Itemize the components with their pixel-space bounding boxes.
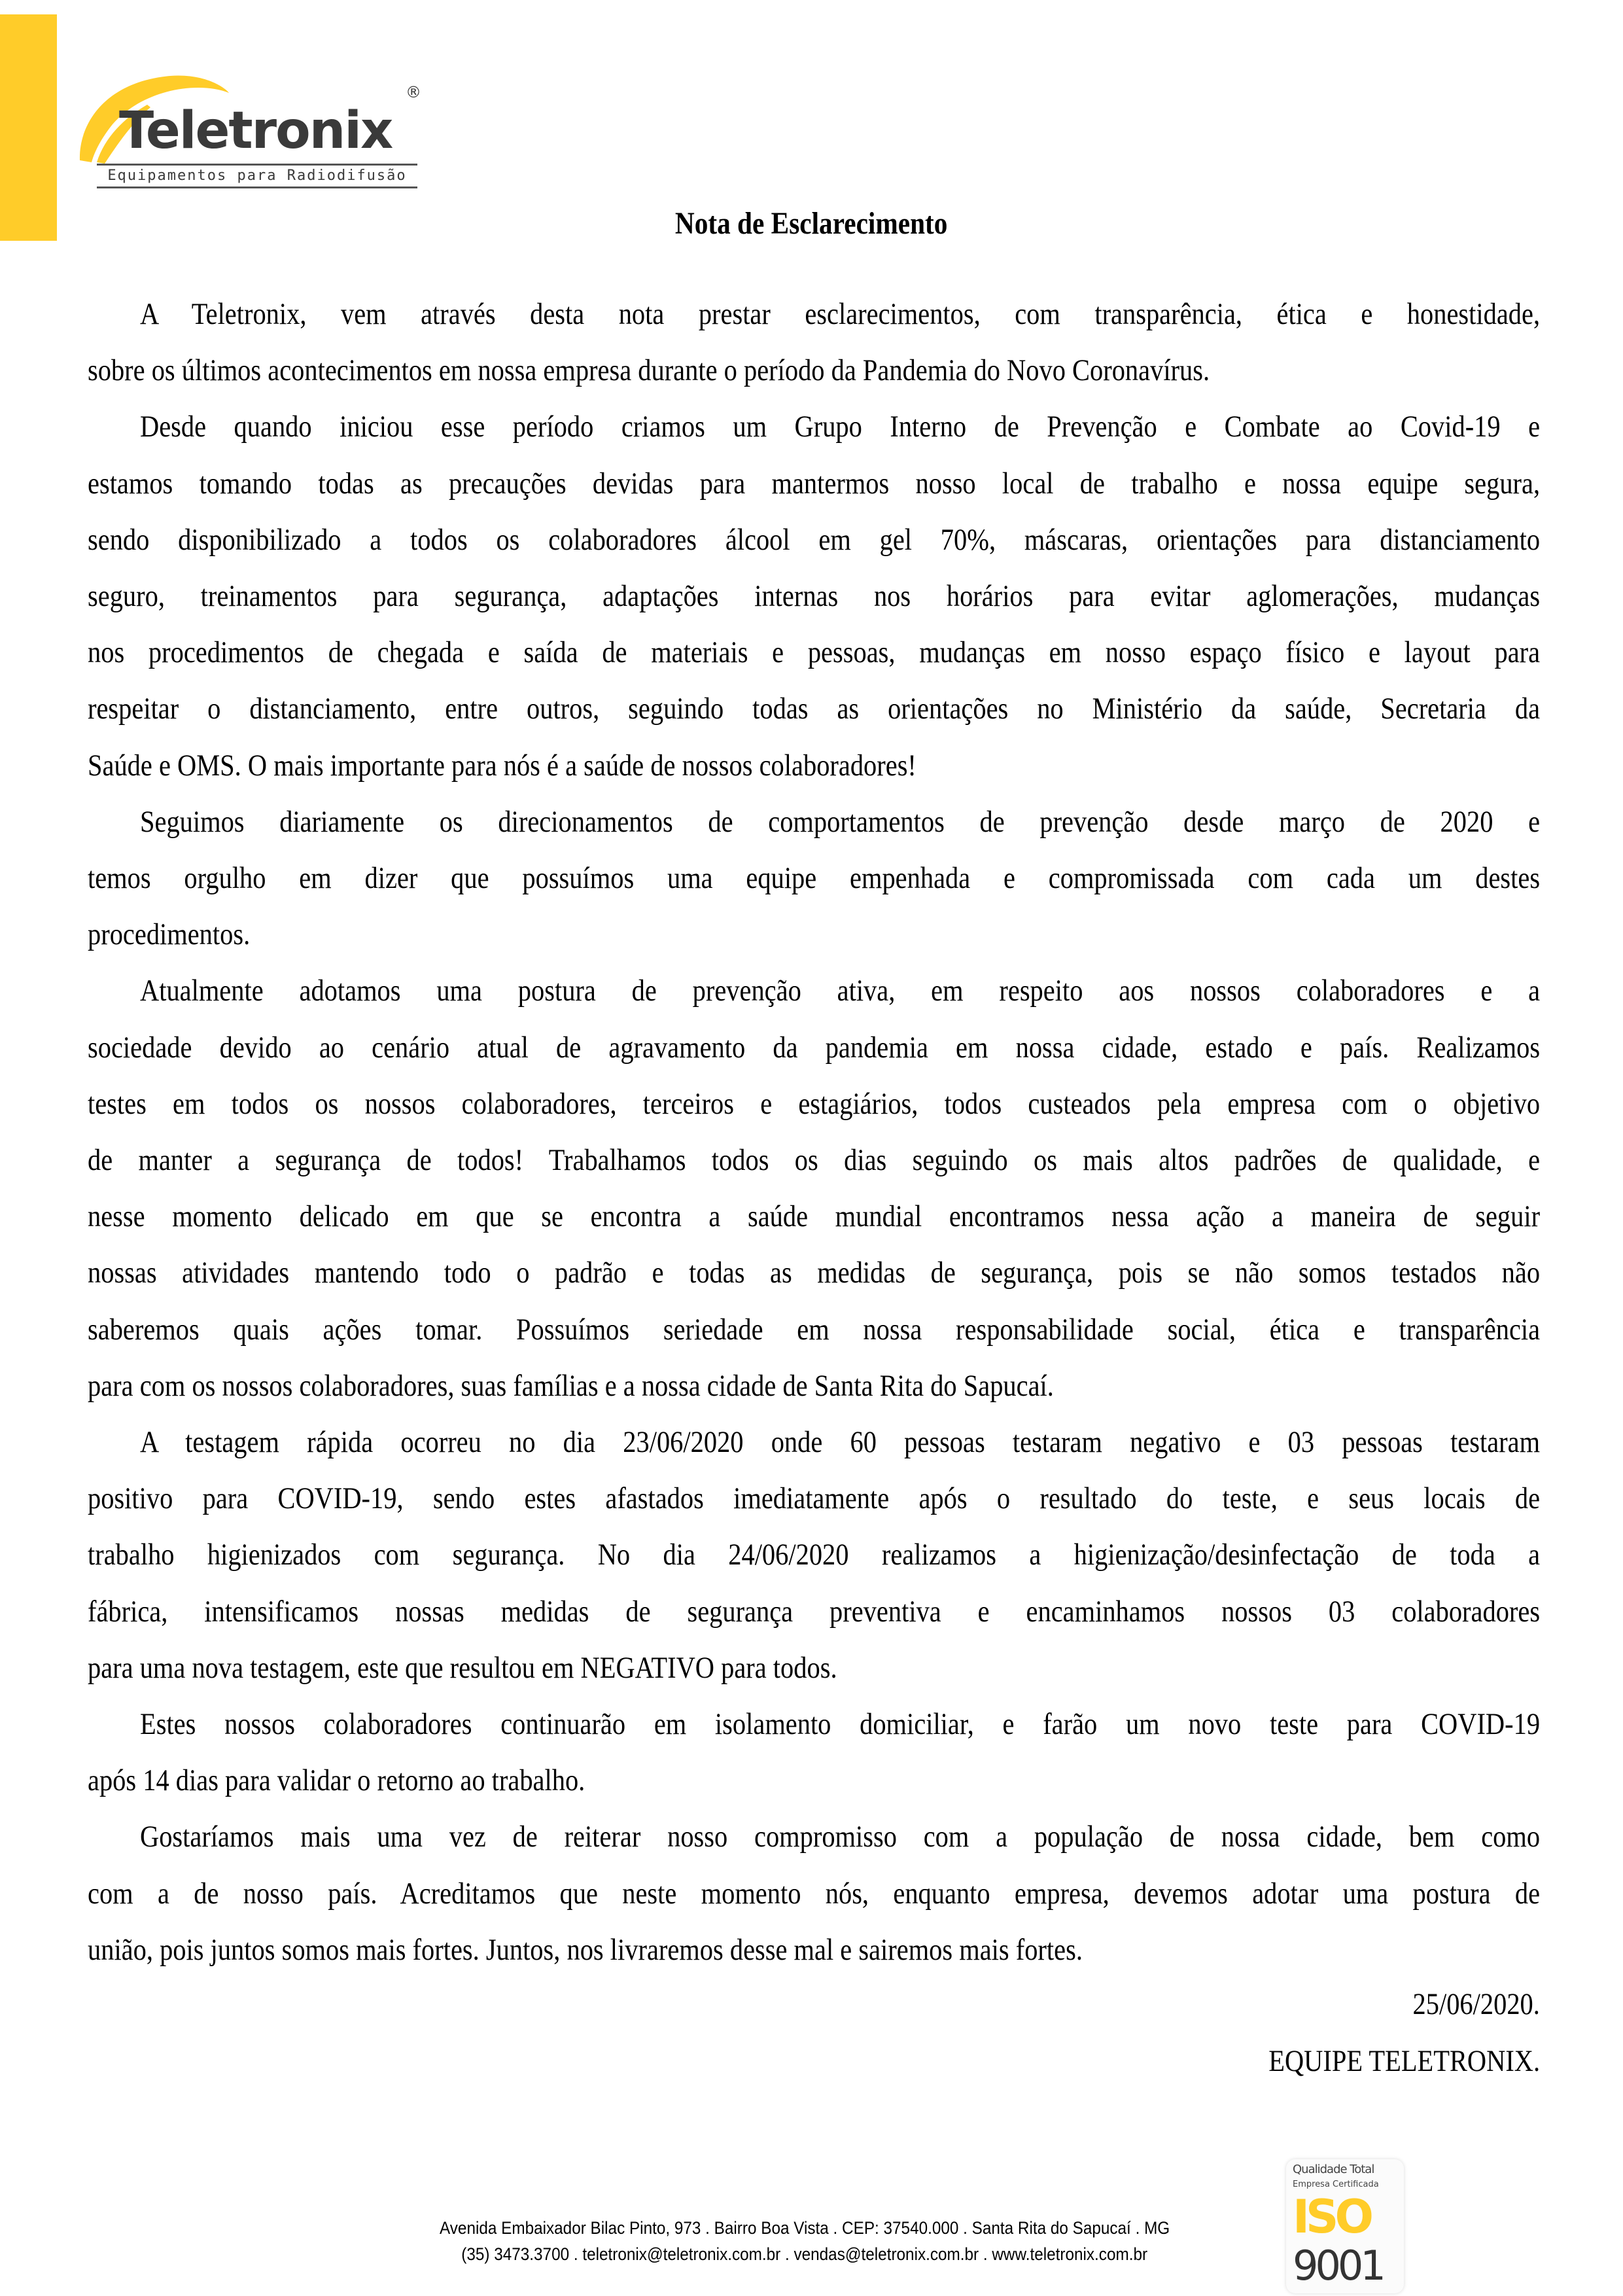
paragraph-line: Desde quando iniciou esse período criamos um Grupo Interno de Prevenção e Combate ao Covid-19 e <box>140 410 1541 444</box>
paragraph-line: com a de nosso país. Acreditamos que neste momento nós, enquanto empresa, devemos adotar uma postura de <box>88 1877 1541 1911</box>
document-signature: EQUIPE TELETRONIX. <box>1268 2044 1540 2078</box>
paragraph-line: trabalho higienizados com segurança. No dia 24/06/2020 realizamos a higienização/desinfectação de toda a <box>88 1538 1541 1572</box>
registered-mark: ® <box>406 83 421 101</box>
paragraph-line: estamos tomando todas as precauções devidas para mantermos nosso local de trabalho e nossa equipe segura, <box>88 467 1541 501</box>
paragraph-line: temos orgulho em dizer que possuímos uma equipe empenhada e compromissada com cada um destes <box>88 861 1541 895</box>
paragraph-line: Seguimos diariamente os direcionamentos de comportamentos de prevenção desde março de 2020 e <box>140 805 1541 839</box>
logo-tagline: Equipamentos para Radiodifusão <box>97 164 417 188</box>
paragraph-line: para uma nova testagem, este que resultou em NEGATIVO para todos. <box>88 1651 837 1685</box>
footer-contacts: (35) 3473.3700 . teletronix@teletronix.com.br . vendas@teletronix.com.br . www.teletronix.com.br <box>461 2244 1148 2264</box>
paragraph-line: sendo disponibilizado a todos os colaboradores álcool em gel 70%, máscaras, orientações para distanciamento <box>88 523 1541 557</box>
iso-badge-line2: Empresa Certificada <box>1293 2180 1379 2189</box>
paragraph-line: saberemos quais ações tomar. Possuímos seriedade em nossa responsabilidade social, ética e transparência <box>88 1313 1541 1347</box>
document-date: 25/06/2020. <box>1412 1987 1540 2021</box>
iso-badge-line1: Qualidade Total <box>1293 2163 1374 2176</box>
paragraph-line: Gostaríamos mais uma vez de reiterar nosso compromisso com a população de nossa cidade, bem como <box>140 1820 1541 1854</box>
paragraph-line: fábrica, intensificamos nossas medidas de segurança preventiva e encaminhamos nossos 03 colaboradores <box>88 1595 1541 1629</box>
paragraph-line: Estes nossos colaboradores continuarão em isolamento domiciliar, e farão um novo teste para COVID-19 <box>140 1707 1541 1741</box>
iso-9001-badge <box>1286 2159 1404 2293</box>
paragraph-line: após 14 dias para validar o retorno ao trabalho. <box>88 1763 585 1797</box>
paragraph-line: respeitar o distanciamento, entre outros, seguindo todas as orientações no Ministério da saúde, Secretaria da <box>88 692 1541 726</box>
paragraph-line: seguro, treinamentos para segurança, adaptações internas nos horários para evitar aglomerações, mudanças <box>88 579 1541 613</box>
paragraph-line: nossas atividades mantendo todo o padrão e todas as medidas de segurança, pois se não somos testados não <box>88 1256 1541 1290</box>
paragraph-line: Atualmente adotamos uma postura de prevenção ativa, em respeito aos nossos colaboradores e a <box>140 974 1541 1008</box>
paragraph-line: sociedade devido ao cenário atual de agravamento da pandemia em nossa cidade, estado e país. Realizamos <box>88 1031 1541 1065</box>
paragraph-line: de manter a segurança de todos! Trabalhamos todos os dias seguindo os mais altos padrões de qualidade, e <box>88 1143 1541 1177</box>
paragraph-line: testes em todos os nossos colaboradores, terceiros e estagiários, todos custeados pela empresa com o objetivo <box>88 1087 1541 1121</box>
paragraph-line: nos procedimentos de chegada e saída de materiais e pessoas, mudanças em nosso espaço físico e layout para <box>88 635 1541 669</box>
paragraph-line: para com os nossos colaboradores, suas famílias e a nossa cidade de Santa Rita do Sapucaí. <box>88 1369 1054 1403</box>
footer-address: Avenida Embaixador Bilac Pinto, 973 . Bairro Boa Vista . CEP: 37540.000 . Santa Rita do Sapucaí . MG <box>439 2218 1170 2238</box>
paragraph-line: A Teletronix, vem através desta nota prestar esclarecimentos, com transparência, ética e honestidade, <box>140 297 1541 331</box>
iso-badge-mark: ISO <box>1293 2190 1370 2244</box>
paragraph-line: A testagem rápida ocorreu no dia 23/06/2020 onde 60 pessoas testaram negativo e 03 pessoas testaram <box>140 1425 1541 1459</box>
paragraph-line: Saúde e OMS. O mais importante para nós é a saúde de nossos colaboradores! <box>88 749 916 783</box>
teletronix-logo <box>65 39 432 190</box>
footer-contact <box>340 2215 1269 2267</box>
iso-badge-number: 9001 <box>1293 2242 1383 2289</box>
paragraph-line: positivo para COVID-19, sendo estes afastados imediatamente após o resultado do teste, e seus locais de <box>88 1481 1541 1515</box>
paragraph-line: sobre os últimos acontecimentos em nossa empresa durante o período da Pandemia do Novo Coronavírus. <box>88 353 1210 387</box>
paragraph-line: procedimentos. <box>88 917 251 951</box>
paragraph-line: nesse momento delicado em que se encontra a saúde mundial encontramos nessa ação a maneira de seguir <box>88 1199 1541 1233</box>
document-title: Nota de Esclarecimento <box>675 206 948 241</box>
paragraph-line: união, pois juntos somos mais fortes. Juntos, nos livraremos desse mal e sairemos mais fortes. <box>88 1933 1083 1967</box>
logo-wordmark: Teletronix <box>119 101 393 160</box>
